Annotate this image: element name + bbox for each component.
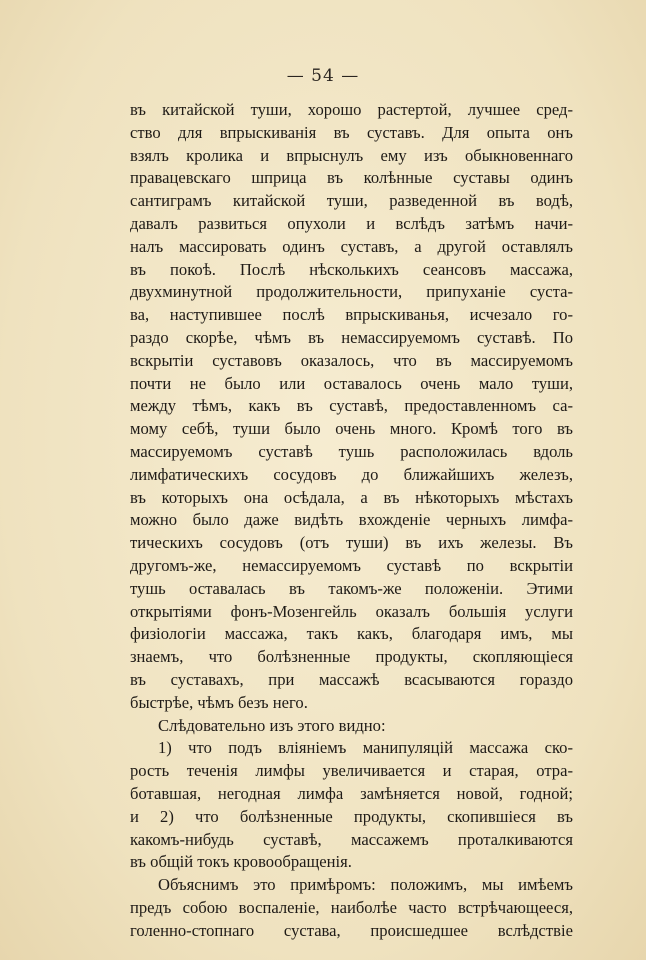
text-line: ство для впрыскиванія въ суставъ. Для опыта онъ: [130, 122, 573, 142]
text-line: и 2) что болѣзненные продукты, скопившіеся въ: [130, 806, 573, 826]
text-line: въ покоѣ. Послѣ нѣсколькихъ сеансовъ массажа,: [130, 259, 573, 279]
text-line: голенно-стопнаго сустава, происшедшее вслѣдствіе: [130, 920, 573, 940]
page-number: — 54 —: [286, 66, 360, 86]
text-line: открытіями фонъ-Мозенгейль оказалъ большія услуги: [130, 601, 573, 621]
text-line: въ суставахъ, при массажѣ всасываются гораздо: [130, 669, 573, 689]
body-text: [130, 99, 573, 942]
text-line: можно было даже видѣть вхожденіе черныхъ лимфа-: [130, 510, 573, 530]
text-line: правацевскаго шприца въ колѣнные суставы одинъ: [130, 168, 573, 188]
text-line: двухминутной продолжительности, припуханіе суста-: [130, 282, 573, 302]
text-line: быстрѣе, чѣмъ безъ него.: [130, 692, 308, 712]
text-line: ва, наступившее послѣ впрыскиванья, исчезало го-: [130, 305, 573, 325]
text-line: какомъ-нибудь суставѣ, массажемъ проталкиваются: [130, 829, 573, 849]
text-line: другомъ-же, немассируемомъ суставѣ по вскрытіи: [130, 555, 573, 575]
text-line: вскрытіи суставовъ оказалось, что въ массируемомъ: [130, 350, 573, 370]
text-line: ботавшая, негодная лимфа замѣняется новой, годной;: [130, 783, 573, 803]
text-line: тическихъ сосудовъ (отъ туши) въ ихъ железы. Въ: [130, 533, 573, 553]
text-line: массируемомъ суставѣ тушь расположилась вдоль: [130, 441, 573, 461]
text-line: въ общій токъ кровообращенія.: [130, 852, 352, 872]
text-line: взялъ кролика и впрыснулъ ему изъ обыкновеннаго: [130, 145, 573, 165]
text-line: 1) что подъ вліяніемъ манипуляцій массажа ско-: [158, 738, 573, 758]
text-line: сантиграмъ китайской туши, разведенной въ водѣ,: [130, 191, 573, 211]
text-line: между тѣмъ, какъ въ суставѣ, предоставленномъ са-: [130, 396, 573, 416]
text-line: въ которыхъ она осѣдала, а въ нѣкоторыхъ мѣстахъ: [130, 487, 573, 507]
text-line: давалъ развиться опухоли и вслѣдъ затѣмъ начи-: [130, 213, 573, 233]
text-line: тушь оставалась въ такомъ-же положеніи. Этими: [130, 578, 573, 598]
text-line: въ китайской туши, хорошо растертой, лучшее сред-: [130, 100, 573, 119]
text-line: Слѣдовательно изъ этого видно:: [158, 715, 386, 735]
text-line: раздо скорѣе, чѣмъ въ немассируемомъ суставѣ. По: [130, 327, 573, 347]
text-line: налъ массировать одинъ суставъ, а другой оставлялъ: [130, 236, 573, 256]
text-line: мому себѣ, туши было очень много. Кромѣ того въ: [130, 419, 573, 439]
text-line: знаемъ, что болѣзненные продукты, скопляющіеся: [130, 647, 573, 667]
text-line: почти не было или оставалось очень мало туши,: [130, 373, 573, 393]
text-line: рость теченія лимфы увеличивается и старая, отра-: [130, 761, 573, 781]
text-line: предъ собою воспаленіе, наиболѣе часто встрѣчающееся,: [130, 897, 573, 917]
text-line: физіологіи массажа, такъ какъ, благодаря имъ, мы: [130, 624, 573, 644]
text-line: лимфатическихъ сосудовъ до ближайшихъ железъ,: [130, 464, 573, 484]
text-line: Объяснимъ это примѣромъ: положимъ, мы имѣемъ: [158, 875, 573, 895]
